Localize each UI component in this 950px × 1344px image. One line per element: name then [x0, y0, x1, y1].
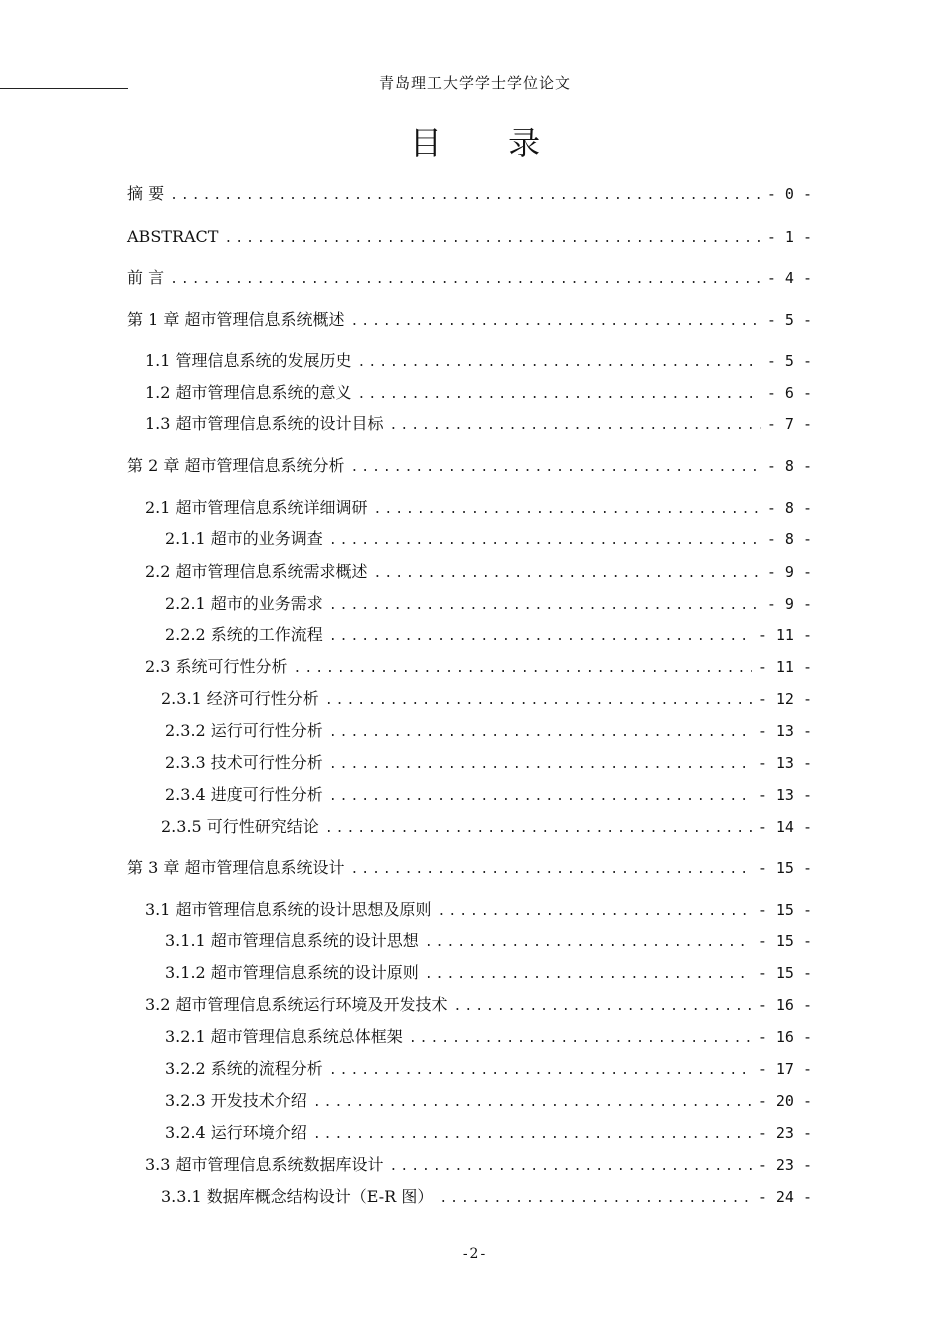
toc-entry-page: - 8 -: [766, 499, 812, 517]
toc-entry-page: - 4 -: [766, 269, 812, 287]
toc-entry-page: - 1 -: [766, 228, 812, 246]
toc-entry-label: ABSTRACT: [127, 227, 219, 246]
toc-entry-section-2-3-5[interactable]: [161, 815, 812, 839]
toc-entry-section-2-2-2[interactable]: [165, 623, 812, 647]
toc-entry-section-2-3-3[interactable]: [165, 751, 812, 775]
toc-entry-label: 2.1 超市管理信息系统详细调研: [145, 498, 368, 517]
toc-entry-section-2-1[interactable]: [145, 496, 812, 520]
page-title: 目 录: [409, 124, 569, 162]
toc-dot-leader: [390, 414, 761, 438]
toc-entry-page: - 20 -: [757, 1092, 812, 1110]
toc-entry-page: - 11 -: [757, 626, 812, 644]
toc-entry-chapter-1[interactable]: [127, 308, 812, 332]
toc-entry-page: - 13 -: [757, 786, 812, 804]
toc-entry-page: - 23 -: [757, 1156, 812, 1174]
toc-entry-section-3-2[interactable]: [145, 993, 812, 1017]
toc-entry-section-3-2-2[interactable]: [165, 1057, 812, 1081]
toc-entry-label: 3.1.2 超市管理信息系统的设计原则: [165, 963, 419, 982]
toc-dot-leader: [409, 1027, 752, 1051]
toc-dot-leader: [313, 1123, 752, 1147]
toc-entry-section-3-1[interactable]: [145, 898, 812, 922]
toc-dot-leader: [170, 268, 761, 292]
toc-dot-leader: [374, 498, 761, 522]
toc-entry-label: 3.3.1 数据库概念结构设计（E-R 图）: [161, 1187, 434, 1206]
toc-entry-label: 3.1 超市管理信息系统的设计思想及原则: [145, 900, 432, 919]
toc-dot-leader: [425, 931, 752, 955]
toc-entry-page: - 15 -: [757, 901, 812, 919]
toc-entry-section-1-1[interactable]: [145, 349, 812, 373]
toc-entry-abstract-en[interactable]: [127, 225, 812, 249]
toc-entry-label: 1.2 超市管理信息系统的意义: [145, 383, 352, 402]
toc-entry-section-3-1-1[interactable]: [165, 929, 812, 953]
toc-dot-leader: [390, 1155, 752, 1179]
toc-entry-page: - 6 -: [766, 384, 812, 402]
toc-entry-page: - 8 -: [766, 457, 812, 475]
toc-dot-leader: [329, 721, 752, 745]
toc-dot-leader: [224, 227, 760, 251]
toc-dot-leader: [329, 625, 752, 649]
toc-entry-label: 2.2.1 超市的业务需求: [165, 594, 323, 613]
toc-entry-label: 3.2.4 运行环境介绍: [165, 1123, 307, 1142]
toc-entry-page: - 5 -: [766, 352, 812, 370]
toc-entry-page: - 0 -: [766, 185, 812, 203]
toc-dot-leader: [374, 562, 761, 586]
toc-entry-section-3-2-1[interactable]: [165, 1025, 812, 1049]
toc-entry-page: - 9 -: [766, 563, 812, 581]
toc-dot-leader: [358, 351, 761, 375]
toc-entry-section-1-2[interactable]: [145, 381, 812, 405]
toc-entry-section-2-2-1[interactable]: [165, 592, 812, 616]
toc-entry-label: 2.3.2 运行可行性分析: [165, 721, 323, 740]
toc-dot-leader: [294, 657, 752, 681]
toc-entry-section-2-2[interactable]: [145, 560, 812, 584]
toc-dot-leader: [325, 817, 752, 841]
toc-entry-label: 2.2.2 系统的工作流程: [165, 625, 323, 644]
toc-entry-label: 第 1 章 超市管理信息系统概述: [127, 310, 345, 329]
toc-entry-page: - 14 -: [757, 818, 812, 836]
toc-entry-preface[interactable]: [127, 266, 812, 290]
toc-entry-page: - 16 -: [757, 996, 812, 1014]
toc-entry-label: 2.1.1 超市的业务调查: [165, 529, 323, 548]
toc-entry-label: 2.3.5 可行性研究结论: [161, 817, 319, 836]
toc-entry-label: 3.3 超市管理信息系统数据库设计: [145, 1155, 384, 1174]
toc-dot-leader: [439, 1187, 751, 1211]
toc-entry-label: 2.3.3 技术可行性分析: [165, 753, 323, 772]
toc-dot-leader: [454, 995, 752, 1019]
toc-entry-label: 2.3 系统可行性分析: [145, 657, 288, 676]
toc-entry-page: - 17 -: [757, 1060, 812, 1078]
toc-entry-page: - 23 -: [757, 1124, 812, 1142]
toc-entry-page: - 5 -: [766, 311, 812, 329]
toc-entry-section-2-3-2[interactable]: [165, 719, 812, 743]
toc-dot-leader: [325, 689, 752, 713]
toc-dot-leader: [329, 594, 761, 618]
toc-entry-section-3-1-2[interactable]: [165, 961, 812, 985]
toc-entry-section-1-3[interactable]: [145, 412, 812, 436]
toc-entry-section-2-1-1[interactable]: [165, 527, 812, 551]
toc-entry-page: - 7 -: [766, 415, 812, 433]
toc-entry-page: - 13 -: [757, 722, 812, 740]
toc-dot-leader: [438, 900, 752, 924]
toc-entry-label: 1.3 超市管理信息系统的设计目标: [145, 414, 384, 433]
toc-dot-leader: [170, 184, 761, 208]
toc-dot-leader: [425, 963, 752, 987]
toc-dot-leader: [313, 1091, 752, 1115]
toc-entry-section-3-3-1[interactable]: [161, 1185, 812, 1209]
running-header: 青岛理工大学学士学位论文: [378, 74, 571, 92]
toc-entry-page: - 15 -: [757, 859, 812, 877]
toc-dot-leader: [358, 383, 761, 407]
toc-entry-chapter-3[interactable]: [127, 856, 812, 880]
toc-dot-leader: [350, 858, 751, 882]
toc-dot-leader: [350, 456, 760, 480]
toc-dot-leader: [350, 310, 760, 334]
toc-entry-page: - 9 -: [766, 595, 812, 613]
toc-entry-label: 摘 要: [127, 184, 165, 203]
toc-entry-page: - 15 -: [757, 964, 812, 982]
toc-entry-label: 1.1 管理信息系统的发展历史: [145, 351, 352, 370]
toc-entry-label: 前 言: [127, 268, 165, 287]
toc-entry-chapter-2[interactable]: [127, 454, 812, 478]
toc-entry-section-2-3[interactable]: [145, 655, 812, 679]
toc-entry-page: - 16 -: [757, 1028, 812, 1046]
toc-entry-section-2-3-1[interactable]: [161, 687, 812, 711]
toc-entry-section-2-3-4[interactable]: [165, 783, 812, 807]
toc-entry-label: 3.2.1 超市管理信息系统总体框架: [165, 1027, 403, 1046]
toc-entry-abstract-cn[interactable]: [127, 182, 812, 206]
toc-entry-label: 2.3.4 进度可行性分析: [165, 785, 323, 804]
toc-entry-label: 第 2 章 超市管理信息系统分析: [127, 456, 345, 475]
toc-entry-label: 第 3 章 超市管理信息系统设计: [127, 858, 345, 877]
toc-dot-leader: [329, 1059, 752, 1083]
toc-entry-page: - 15 -: [757, 932, 812, 950]
toc-entry-section-3-2-3[interactable]: [165, 1089, 812, 1113]
toc-entry-label: 3.1.1 超市管理信息系统的设计思想: [165, 931, 419, 950]
toc-dot-leader: [329, 753, 752, 777]
toc-dot-leader: [329, 529, 761, 553]
toc-entry-label: 2.2 超市管理信息系统需求概述: [145, 562, 368, 581]
toc-entry-page: - 8 -: [766, 530, 812, 548]
toc-entry-label: 2.3.1 经济可行性分析: [161, 689, 319, 708]
toc-entry-section-3-2-4[interactable]: [165, 1121, 812, 1145]
toc-entry-page: - 11 -: [757, 658, 812, 676]
toc-entry-section-3-3[interactable]: [145, 1153, 812, 1177]
page-number: -2-: [462, 1246, 488, 1262]
toc-entry-page: - 12 -: [757, 690, 812, 708]
toc-entry-label: 3.2.2 系统的流程分析: [165, 1059, 323, 1078]
toc-entry-label: 3.2.3 开发技术介绍: [165, 1091, 307, 1110]
toc-entry-page: - 13 -: [757, 754, 812, 772]
toc-entry-label: 3.2 超市管理信息系统运行环境及开发技术: [145, 995, 448, 1014]
toc-dot-leader: [329, 785, 752, 809]
toc-entry-page: - 24 -: [757, 1188, 812, 1206]
